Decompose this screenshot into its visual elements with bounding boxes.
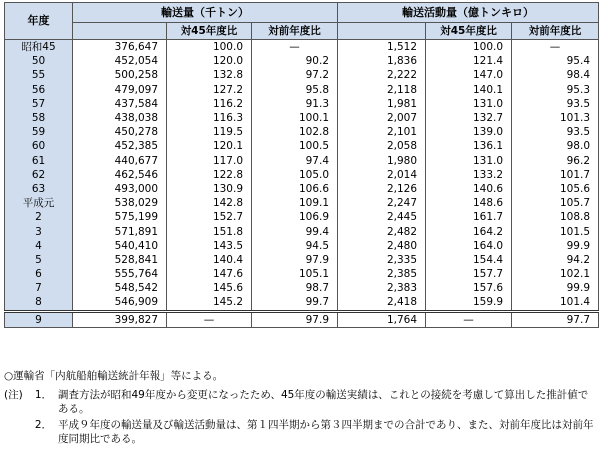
year-cell: 57 — [5, 97, 73, 111]
activity-yoy-cell: — — [512, 40, 599, 55]
activity-yoy-cell: 98.0 — [512, 139, 599, 153]
note-1 — [4, 388, 596, 416]
activity-value-cell: 2,247 — [338, 196, 426, 210]
activity-yoy-cell: 105.7 — [512, 196, 599, 210]
volume-value-cell: 462,546 — [73, 168, 167, 182]
volume-vs45-cell: 130.9 — [167, 182, 252, 196]
activity-vs45-cell: 161.7 — [426, 210, 512, 224]
volume-value-cell: 493,000 — [73, 182, 167, 196]
volume-vs45-cell: 100.0 — [167, 40, 252, 55]
volume-value-cell: 528,841 — [73, 253, 167, 267]
activity-vs45-cell: 148.6 — [426, 196, 512, 210]
table-row — [5, 125, 599, 139]
activity-yoy-cell: 95.3 — [512, 83, 599, 97]
volume-yoy-cell: 105.1 — [252, 267, 338, 281]
table-row — [5, 97, 599, 111]
volume-vs45-cell: 147.6 — [167, 267, 252, 281]
volume-yoy-cell: 91.3 — [252, 97, 338, 111]
year-cell: 平成元 — [5, 196, 73, 210]
volume-yoy-cell: 102.8 — [252, 125, 338, 139]
volume-yoy-cell: 97.9 — [252, 253, 338, 267]
activity-vs45-cell: 132.7 — [426, 111, 512, 125]
activity-value-cell: 2,014 — [338, 168, 426, 182]
volume-yoy-cell: 97.2 — [252, 68, 338, 82]
note-1-number: 1． — [34, 389, 52, 401]
activity-vs45-header: 対45年度比 — [426, 23, 512, 40]
activity-yoy-cell: 99.9 — [512, 281, 599, 295]
volume-yoy-cell: 97.9 — [252, 311, 338, 327]
year-cell: 8 — [5, 295, 73, 311]
volume-yoy-cell: 100.1 — [252, 111, 338, 125]
volume-value-cell: 540,410 — [73, 239, 167, 253]
activity-vs45-cell: 139.0 — [426, 125, 512, 139]
activity-yoy-cell: 105.6 — [512, 182, 599, 196]
source-note: ○運輸省「内航船舶輸送統計年報」等による。 — [4, 370, 224, 382]
note-1-text: 調査方法が昭和49年度から変更になったため、45年度の輸送実績は、これとの接続を考慮して算出した推計値である。 — [58, 389, 589, 415]
volume-value-cell: 440,677 — [73, 154, 167, 168]
volume-yoy-cell: 90.2 — [252, 54, 338, 68]
activity-yoy-cell: 99.9 — [512, 239, 599, 253]
volume-vs45-cell: 117.0 — [167, 154, 252, 168]
table-row — [5, 154, 599, 168]
activity-value-cell: 2,383 — [338, 281, 426, 295]
year-cell: 63 — [5, 182, 73, 196]
table-body — [5, 40, 599, 328]
activity-yoy-cell: 95.4 — [512, 54, 599, 68]
table-row — [5, 281, 599, 295]
activity-yoy-header: 対前年度比 — [512, 23, 599, 40]
year-cell: 56 — [5, 83, 73, 97]
activity-yoy-cell: 93.5 — [512, 97, 599, 111]
activity-vs45-cell: 133.2 — [426, 168, 512, 182]
activity-yoy-cell: 94.2 — [512, 253, 599, 267]
volume-yoy-cell: 100.5 — [252, 139, 338, 153]
year-cell: 2 — [5, 210, 73, 224]
volume-value-cell: 479,097 — [73, 83, 167, 97]
activity-value-cell: 2,385 — [338, 267, 426, 281]
activity-value-cell: 2,058 — [338, 139, 426, 153]
volume-value-cell: 452,054 — [73, 54, 167, 68]
note-2-text: 平成９年度の輸送量及び輸送活動量は、第１四半期から第３四半期までの合計であり、また、対前年度比は対前年度同期比である。 — [58, 419, 594, 445]
year-cell: 60 — [5, 139, 73, 153]
volume-yoy-cell: 106.9 — [252, 210, 338, 224]
volume-vs45-cell: — — [167, 311, 252, 327]
volume-yoy-cell: 109.1 — [252, 196, 338, 210]
table-row — [5, 224, 599, 238]
activity-yoy-cell: 101.5 — [512, 224, 599, 238]
volume-vs45-header: 対45年度比 — [167, 23, 252, 40]
volume-vs45-cell: 143.5 — [167, 239, 252, 253]
volume-value-cell: 376,647 — [73, 40, 167, 55]
activity-value-cell: 2,126 — [338, 182, 426, 196]
year-cell: 55 — [5, 68, 73, 82]
year-cell: 3 — [5, 224, 73, 238]
activity-value-cell: 2,335 — [338, 253, 426, 267]
volume-vs45-cell: 132.8 — [167, 68, 252, 82]
volume-value-cell: 438,038 — [73, 111, 167, 125]
activity-yoy-cell: 98.4 — [512, 68, 599, 82]
volume-vs45-cell: 127.2 — [167, 83, 252, 97]
notes-label: (注) — [4, 389, 23, 401]
table-row — [5, 168, 599, 182]
year-header: 年度 — [5, 3, 73, 40]
year-cell: 7 — [5, 281, 73, 295]
volume-vs45-cell: 120.0 — [167, 54, 252, 68]
volume-vs45-cell: 145.6 — [167, 281, 252, 295]
year-cell: 9 — [5, 311, 73, 327]
volume-value-cell: 555,764 — [73, 267, 167, 281]
table-row — [5, 239, 599, 253]
activity-vs45-cell: 140.1 — [426, 83, 512, 97]
activity-yoy-cell: 96.2 — [512, 154, 599, 168]
activity-vs45-cell: 164.0 — [426, 239, 512, 253]
activity-yoy-cell: 101.4 — [512, 295, 599, 311]
activity-vs45-cell: 159.9 — [426, 295, 512, 311]
activity-vs45-cell: 100.0 — [426, 40, 512, 55]
activity-value-cell: 2,222 — [338, 68, 426, 82]
volume-vs45-cell: 120.1 — [167, 139, 252, 153]
activity-vs45-cell: 154.4 — [426, 253, 512, 267]
activity-yoy-cell: 108.8 — [512, 210, 599, 224]
year-cell: 5 — [5, 253, 73, 267]
year-cell: 4 — [5, 239, 73, 253]
volume-vs45-cell: 122.8 — [167, 168, 252, 182]
volume-value-cell: 437,584 — [73, 97, 167, 111]
volume-yoy-cell: 98.7 — [252, 281, 338, 295]
transport-table — [4, 2, 599, 328]
activity-value-cell: 1,980 — [338, 154, 426, 168]
year-cell: 59 — [5, 125, 73, 139]
activity-value-cell: 1,981 — [338, 97, 426, 111]
activity-yoy-cell: 102.1 — [512, 267, 599, 281]
activity-vs45-cell: 164.2 — [426, 224, 512, 238]
volume-yoy-cell: 99.7 — [252, 295, 338, 311]
activity-value-cell: 2,418 — [338, 295, 426, 311]
activity-vs45-cell: 121.4 — [426, 54, 512, 68]
table-row — [5, 68, 599, 82]
activity-value-cell: 1,836 — [338, 54, 426, 68]
note-2 — [4, 418, 596, 446]
activity-vs45-cell: 131.0 — [426, 97, 512, 111]
volume-value-cell: 571,891 — [73, 224, 167, 238]
year-cell: 昭和45 — [5, 40, 73, 55]
activity-vs45-cell: 157.6 — [426, 281, 512, 295]
activity-yoy-cell: 101.3 — [512, 111, 599, 125]
volume-vs45-cell: 151.8 — [167, 224, 252, 238]
volume-vs45-cell: 145.2 — [167, 295, 252, 311]
volume-yoy-header: 対前年度比 — [252, 23, 338, 40]
activity-vs45-cell: — — [426, 311, 512, 327]
table-row — [5, 210, 599, 224]
volume-vs45-cell: 140.4 — [167, 253, 252, 267]
volume-yoy-cell: 94.5 — [252, 239, 338, 253]
activity-value-header — [338, 23, 426, 40]
activity-value-cell: 1,512 — [338, 40, 426, 55]
year-cell: 62 — [5, 168, 73, 182]
volume-yoy-cell: 97.4 — [252, 154, 338, 168]
activity-vs45-cell: 140.6 — [426, 182, 512, 196]
activity-value-cell: 2,101 — [338, 125, 426, 139]
activity-value-cell: 1,764 — [338, 311, 426, 327]
year-cell: 58 — [5, 111, 73, 125]
volume-group-header: 輸送量（千トン） — [73, 3, 338, 23]
activity-vs45-cell: 131.0 — [426, 154, 512, 168]
volume-vs45-cell: 116.3 — [167, 111, 252, 125]
table-row — [5, 54, 599, 68]
volume-yoy-cell: 99.4 — [252, 224, 338, 238]
volume-value-cell: 538,029 — [73, 196, 167, 210]
volume-value-cell: 452,385 — [73, 139, 167, 153]
table-row — [5, 40, 599, 55]
activity-yoy-cell: 97.7 — [512, 311, 599, 327]
activity-value-cell: 2,482 — [338, 224, 426, 238]
year-cell: 50 — [5, 54, 73, 68]
activity-value-cell: 2,480 — [338, 239, 426, 253]
volume-vs45-cell: 116.2 — [167, 97, 252, 111]
volume-value-cell: 546,909 — [73, 295, 167, 311]
volume-yoy-cell: 105.0 — [252, 168, 338, 182]
table-row — [5, 253, 599, 267]
table-row — [5, 196, 599, 210]
volume-value-cell: 548,542 — [73, 281, 167, 295]
volume-vs45-cell: 119.5 — [167, 125, 252, 139]
volume-vs45-cell: 142.8 — [167, 196, 252, 210]
activity-yoy-cell: 93.5 — [512, 125, 599, 139]
table-row — [5, 311, 599, 327]
volume-value-cell: 575,199 — [73, 210, 167, 224]
table-row — [5, 111, 599, 125]
activity-value-cell: 2,118 — [338, 83, 426, 97]
year-cell: 6 — [5, 267, 73, 281]
year-cell: 61 — [5, 154, 73, 168]
volume-yoy-cell: 106.6 — [252, 182, 338, 196]
volume-value-cell: 500,258 — [73, 68, 167, 82]
activity-value-cell: 2,007 — [338, 111, 426, 125]
table-row — [5, 267, 599, 281]
activity-vs45-cell: 136.1 — [426, 139, 512, 153]
note-2-number: 2． — [34, 419, 52, 431]
activity-value-cell: 2,445 — [338, 210, 426, 224]
activity-vs45-cell: 157.7 — [426, 267, 512, 281]
table-row — [5, 295, 599, 311]
volume-value-cell: 450,278 — [73, 125, 167, 139]
table-row — [5, 182, 599, 196]
table-row — [5, 83, 599, 97]
table-row — [5, 139, 599, 153]
notes — [4, 369, 596, 446]
volume-yoy-cell: — — [252, 40, 338, 55]
volume-yoy-cell: 95.8 — [252, 83, 338, 97]
activity-yoy-cell: 101.7 — [512, 168, 599, 182]
volume-vs45-cell: 152.7 — [167, 210, 252, 224]
activity-vs45-cell: 147.0 — [426, 68, 512, 82]
volume-value-header — [73, 23, 167, 40]
volume-value-cell: 399,827 — [73, 311, 167, 327]
activity-group-header: 輸送活動量（億トンキロ） — [338, 3, 599, 23]
